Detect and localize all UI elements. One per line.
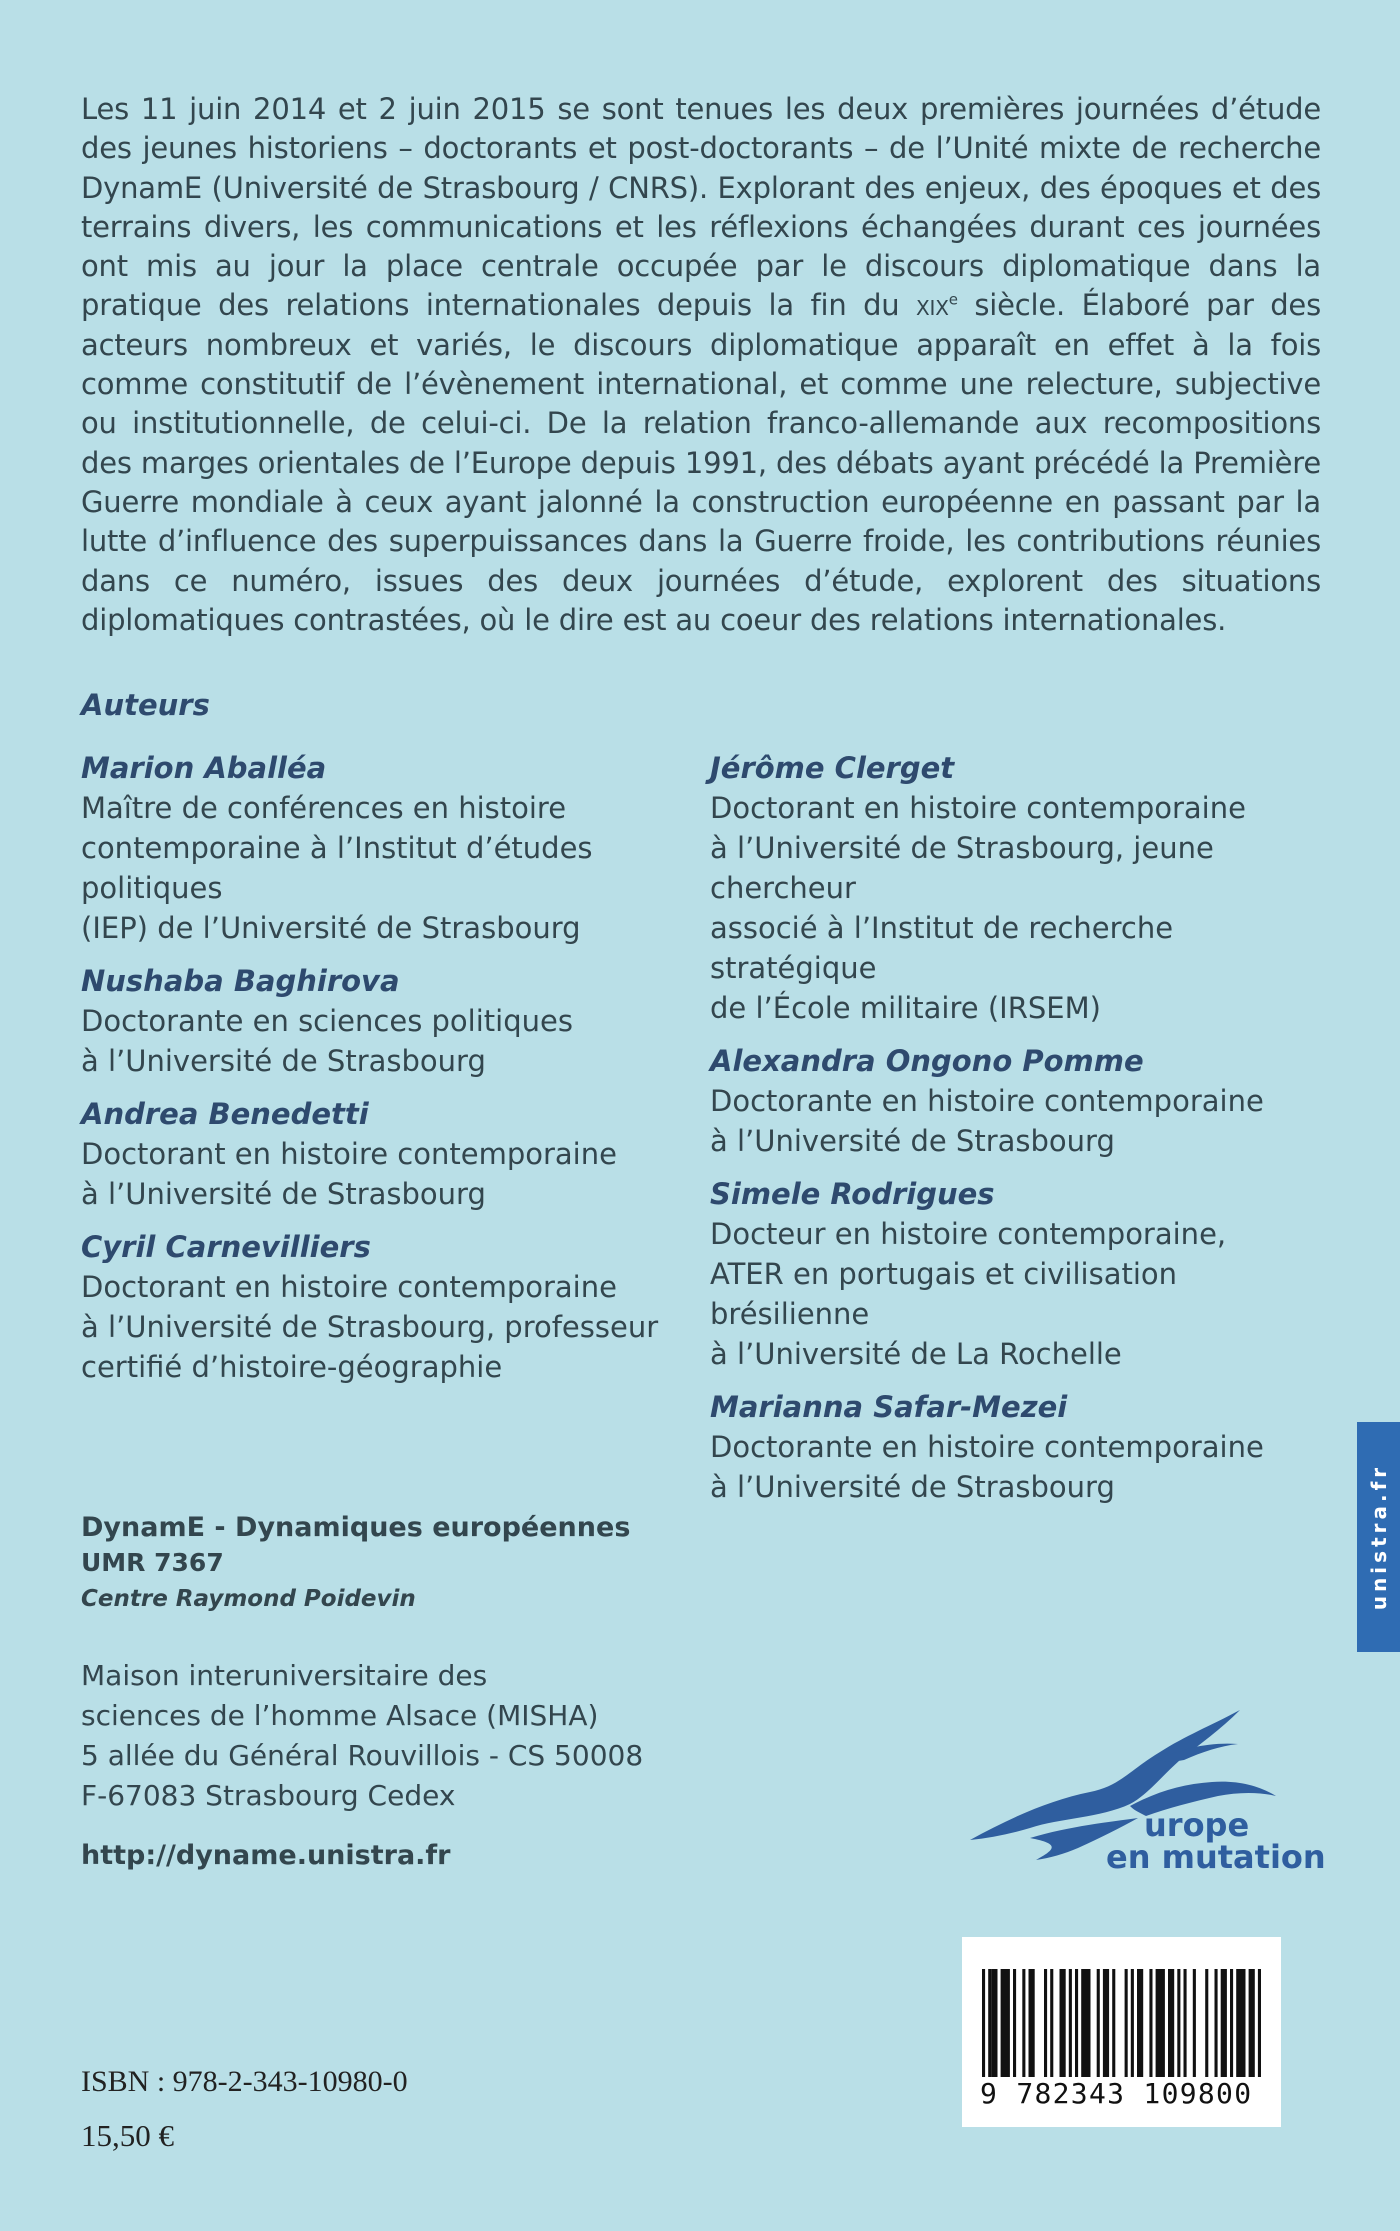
lab-block bbox=[81, 1510, 630, 1617]
lab-subtitle: - Dynamiques européennes bbox=[205, 1512, 631, 1543]
barcode-bar bbox=[1125, 1969, 1128, 2077]
barcode-bar bbox=[1193, 1969, 1196, 2077]
summary-text-part1: Les 11 juin 2014 et 2 juin 2015 se sont tenues les deux premières journées d’étude des jeunes historiens – doctorants et post-doctorants – de l’Unité mixte de recherche DynamE (Université de Strasbourg / CNRS). Explorant des enjeux, des époques et des terrains divers, les communications et les réflexions échangées durant ces journées ont mis au jour la place centrale occupée par le discours diplomatique dans la pratique des relations internationales depuis la fin du bbox=[81, 92, 1321, 323]
logo-text-line1: urope bbox=[1144, 1806, 1250, 1844]
barcode bbox=[962, 1937, 1281, 2127]
barcode-bar bbox=[1236, 1969, 1245, 2077]
unistra-side-tab bbox=[1357, 1422, 1400, 1652]
barcode-bar bbox=[1081, 1969, 1090, 2077]
side-tab-label: unistra.fr bbox=[1366, 1463, 1391, 1611]
isbn: ISBN : 978-2-343-10980-0 bbox=[81, 2065, 408, 2098]
barcode-bar bbox=[1149, 1969, 1152, 2077]
authors-column-right bbox=[710, 748, 1310, 1520]
author-name: Andrea Benedetti bbox=[81, 1097, 369, 1131]
author-affiliation-line: à l’Université de Strasbourg bbox=[81, 1177, 486, 1211]
barcode-bar bbox=[982, 1969, 985, 2077]
address-line: sciences de l’homme Alsace (MISHA) bbox=[81, 1699, 599, 1732]
address-line: Maison interuniversitaire des bbox=[81, 1659, 488, 1692]
author-affiliation-line: à l’Université de Strasbourg bbox=[81, 1044, 486, 1078]
author-name: Marianna Safar-Mezei bbox=[710, 1390, 1068, 1424]
author-affiliation-line: Doctorante en histoire contemporaine bbox=[710, 1430, 1264, 1464]
barcode-bar bbox=[1168, 1969, 1174, 2077]
author-name: Simele Rodrigues bbox=[710, 1177, 995, 1211]
author-affiliation-line: (IEP) de l’Université de Strasbourg bbox=[81, 911, 581, 945]
author-name: Jérôme Clerget bbox=[710, 751, 955, 785]
author-entry bbox=[81, 1094, 681, 1214]
logo-text-line2: en mutation bbox=[1106, 1838, 1326, 1876]
author-affiliation-line: Doctorante en sciences politiques bbox=[81, 1004, 573, 1038]
author-affiliation-line: à l’Université de Strasbourg bbox=[710, 1470, 1115, 1504]
author-name: Marion Aballéa bbox=[81, 751, 327, 785]
author-name: Nushaba Baghirova bbox=[81, 964, 400, 998]
summary-paragraph bbox=[81, 90, 1321, 640]
author-entry bbox=[710, 1387, 1310, 1507]
author-name: Alexandra Ongono Pomme bbox=[710, 1044, 1144, 1078]
author-entry bbox=[81, 1227, 681, 1387]
europe-en-mutation-logo bbox=[970, 1700, 1330, 1890]
barcode-bar bbox=[1103, 1969, 1109, 2077]
author-affiliation-line: Doctorante en histoire contemporaine bbox=[710, 1084, 1264, 1118]
author-entry bbox=[710, 1174, 1310, 1374]
barcode-bar bbox=[1069, 1969, 1072, 2077]
barcode-digits: 9 782343 109800 bbox=[980, 2077, 1253, 2110]
barcode-bar bbox=[1230, 1969, 1233, 2077]
address-line: F-67083 Strasbourg Cedex bbox=[81, 1779, 456, 1812]
barcode-bar bbox=[1097, 1969, 1100, 2077]
author-affiliation-line: ATER en portugais et civilisation brésilienne bbox=[710, 1257, 1178, 1331]
authors-heading: Auteurs bbox=[81, 688, 210, 722]
barcode-bar bbox=[1156, 1969, 1165, 2077]
author-affiliation-line: Maître de conférences en histoire bbox=[81, 791, 567, 825]
barcode-bars bbox=[982, 1969, 1262, 2079]
author-affiliation-line: contemporaine à l’Institut d’études politiques bbox=[81, 831, 593, 905]
author-affiliation-line: à l’Université de Strasbourg, jeune chercheur bbox=[710, 831, 1214, 905]
barcode-bar bbox=[1184, 1969, 1187, 2077]
author-entry bbox=[710, 1041, 1310, 1161]
century-numeral: xix bbox=[916, 288, 949, 323]
barcode-bar bbox=[1112, 1969, 1115, 2077]
lab-name: DynamE bbox=[81, 1512, 206, 1543]
barcode-bar bbox=[1258, 1969, 1261, 2077]
barcode-bar bbox=[1050, 1969, 1053, 2077]
century-superscript: e bbox=[948, 290, 958, 309]
author-affiliation-line: Doctorant en histoire contemporaine bbox=[710, 791, 1246, 825]
author-entry bbox=[710, 748, 1310, 1028]
author-affiliation-line: Doctorant en histoire contemporaine bbox=[81, 1137, 617, 1171]
author-affiliation-line: Docteur en histoire contemporaine, bbox=[710, 1217, 1227, 1251]
lab-title bbox=[81, 1510, 630, 1545]
website-link[interactable]: http://dyname.unistra.fr bbox=[81, 1840, 451, 1871]
author-affiliation-line: à l’Université de Strasbourg bbox=[710, 1124, 1115, 1158]
barcode-bar bbox=[1137, 1969, 1143, 2077]
address-line: 5 allée du Général Rouvillois - CS 50008 bbox=[81, 1739, 644, 1772]
author-entry bbox=[81, 961, 681, 1081]
authors-column-left bbox=[81, 748, 681, 1400]
author-name: Cyril Carnevilliers bbox=[81, 1230, 371, 1264]
author-affiliation-line: Doctorant en histoire contemporaine bbox=[81, 1270, 617, 1304]
barcode-bar bbox=[1044, 1969, 1047, 2077]
barcode-bar bbox=[1205, 1969, 1208, 2077]
author-affiliation-line: de l’École militaire (IRSEM) bbox=[710, 991, 1101, 1025]
barcode-bar bbox=[1060, 1969, 1066, 2077]
address-block bbox=[81, 1656, 643, 1816]
barcode-bar bbox=[1221, 1969, 1227, 2077]
barcode-bar bbox=[1249, 1969, 1255, 2077]
author-entry bbox=[81, 748, 681, 948]
barcode-bar bbox=[1013, 1969, 1016, 2077]
barcode-bar bbox=[1029, 1969, 1035, 2077]
summary-text-part2: siècle. Élaboré par des acteurs nombreux et variés, le discours diplomatique apparaît en effet à la fois comme constitutif de l’évènement international, et comme une relecture, subjective ou institutionnelle, de celui-ci. De la relation franco-allemande aux recompositions des marges orientales de l’Europe depuis 1991, des débats ayant précédé la Première Guerre mondiale à ceux ayant jalonné la construction européenne en passant par la lutte d’influence des superpuissances dans la Guerre froide, les contributions réunies dans ce numéro, issues des deux journées d’étude, explorent des situations diplomatiques contrastées, où le dire est au coeur des relations internationales. bbox=[81, 288, 1321, 637]
barcode-bar bbox=[1075, 1969, 1078, 2077]
barcode-bar bbox=[1001, 1969, 1010, 2077]
barcode-bar bbox=[1215, 1969, 1218, 2077]
lab-centre: Centre Raymond Poidevin bbox=[81, 1586, 416, 1612]
barcode-bar bbox=[1022, 1969, 1025, 2077]
author-affiliation-line: à l’Université de La Rochelle bbox=[710, 1337, 1122, 1371]
barcode-bar bbox=[1177, 1969, 1180, 2077]
barcode-bar bbox=[1131, 1969, 1134, 2077]
barcode-bar bbox=[988, 1969, 991, 2077]
author-affiliation-line: à l’Université de Strasbourg, professeur bbox=[81, 1310, 659, 1344]
author-affiliation-line: certifié d’histoire-géographie bbox=[81, 1350, 503, 1384]
lab-umr: UMR 7367 bbox=[81, 1548, 224, 1577]
author-affiliation-line: associé à l’Institut de recherche stratégique bbox=[710, 911, 1174, 985]
price: 15,50 € bbox=[81, 2118, 174, 2153]
barcode-bar bbox=[991, 1969, 997, 2077]
